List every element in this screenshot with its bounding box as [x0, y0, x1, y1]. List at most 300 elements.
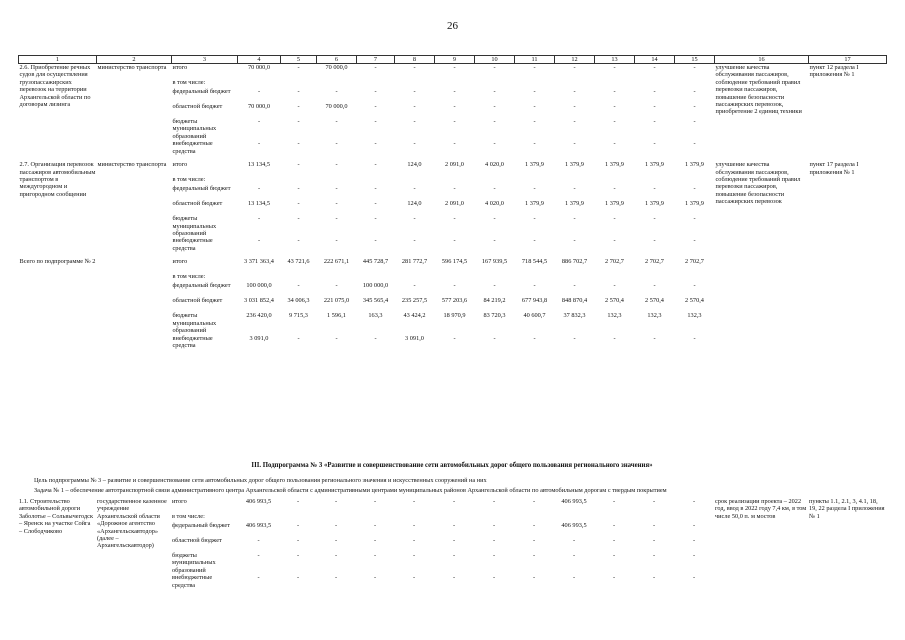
funding-value: -: [653, 103, 656, 110]
funding-value: 2 570,4: [645, 297, 664, 305]
funding-value: -: [257, 552, 260, 559]
column-number: 17: [809, 56, 887, 64]
funding-value: -: [693, 185, 696, 193]
funding-value: -: [613, 237, 616, 245]
funding-value: 1 379,9: [565, 161, 584, 169]
funding-value: -: [373, 498, 377, 505]
column-number: 16: [715, 56, 809, 64]
column-number: 3: [172, 56, 238, 64]
funding-value: -: [572, 552, 576, 559]
funding-value: -: [257, 185, 261, 193]
funding-value: 221 075,0: [323, 297, 350, 305]
funding-value: 718 544,5: [521, 258, 548, 266]
column-number: 12: [555, 56, 595, 64]
funding-value: -: [374, 334, 377, 342]
funding-source: в том числе:: [172, 79, 206, 86]
column-number: 6: [317, 56, 357, 64]
funding-value: [595, 79, 635, 88]
funding-value: -: [653, 185, 656, 193]
table-row: [19, 258, 887, 273]
funding-value: -: [296, 498, 300, 505]
funding-value: -: [533, 88, 536, 95]
funding-value: -: [297, 118, 300, 125]
funding-value: -: [296, 537, 300, 544]
funding-value: 3 371 363,4: [244, 258, 274, 266]
funding-value: -: [572, 537, 576, 544]
funding-source: итого: [172, 64, 188, 71]
funding-value: -: [652, 498, 656, 505]
funding-value: -: [413, 103, 416, 110]
funding-source: федеральный бюджет: [172, 282, 231, 290]
funding-value: -: [493, 334, 496, 342]
funding-value: 406 993,5: [561, 522, 587, 529]
funding-value: -: [533, 64, 536, 71]
funding-value: -: [335, 185, 338, 193]
funding-value: -: [533, 103, 536, 110]
funding-value: 2 091,0: [445, 161, 464, 169]
funding-value: 3 091,0: [249, 334, 269, 342]
funding-value: -: [412, 498, 416, 505]
funding-value: -: [493, 282, 496, 290]
funding-value: -: [533, 185, 536, 193]
funding-value: 70 000,0: [325, 103, 348, 110]
funding-value: -: [413, 88, 416, 95]
funding-value: -: [452, 537, 456, 544]
funding-value: 222 671,1: [323, 258, 350, 266]
funding-value: -: [693, 237, 696, 245]
column-number: 10: [475, 56, 515, 64]
funding-value: -: [652, 574, 656, 582]
funding-value: -: [613, 185, 616, 193]
funding-value: 445 728,7: [362, 258, 389, 266]
funding-value: 2 570,4: [605, 297, 624, 305]
funding-value: -: [652, 537, 656, 544]
funding-value: [357, 273, 395, 282]
funding-value: [475, 176, 515, 185]
column-number: 1: [19, 56, 97, 64]
funding-value: [280, 513, 316, 522]
funding-value: -: [334, 552, 338, 559]
funding-value: 4 020,0: [485, 200, 504, 208]
funding-value: -: [453, 64, 456, 71]
funding-value: -: [653, 237, 656, 245]
table-body: [19, 64, 887, 350]
funding-value: 43 424,2: [403, 312, 426, 320]
funding-source: внебюджетные средства: [172, 237, 213, 252]
column-number: 15: [675, 56, 715, 64]
table-row: [18, 498, 886, 513]
funding-value: -: [612, 522, 616, 529]
funding-value: -: [692, 522, 696, 529]
funding-value: -: [335, 118, 338, 125]
funding-value: -: [532, 537, 536, 544]
funding-value: -: [493, 237, 496, 245]
funding-value: [237, 513, 280, 522]
funding-value: -: [573, 185, 576, 193]
funding-value: -: [335, 200, 338, 208]
funding-value: [281, 176, 317, 185]
funding-value: 406 993,5: [245, 522, 272, 529]
funding-value: -: [492, 574, 496, 582]
funding-value: [675, 273, 715, 282]
funding-source: в том числе:: [172, 513, 205, 520]
funding-value: -: [573, 334, 576, 342]
funding-value: 1 379,9: [685, 161, 704, 169]
funding-value: -: [335, 282, 338, 290]
funding-value: -: [297, 282, 300, 290]
funding-value: -: [334, 537, 338, 544]
funding-source: итого: [172, 258, 188, 266]
activity-reference: [809, 258, 887, 349]
funding-value: -: [533, 215, 536, 223]
activity-executor: государственное казенное учреждение Архангельской области «Дорожное агентство «Архангельскавтодор» (далее – Архангельскавтодор): [97, 498, 167, 550]
funding-value: [357, 79, 395, 88]
funding-value: -: [613, 64, 616, 71]
funding-value: [634, 513, 674, 522]
funding-value: -: [693, 88, 696, 95]
funding-value: -: [413, 140, 416, 148]
funding-value: -: [374, 140, 377, 148]
funding-value: 1 379,9: [645, 161, 664, 169]
funding-value: 2 702,7: [645, 258, 664, 266]
funding-value: 124,0: [407, 200, 422, 208]
funding-value: -: [573, 118, 576, 125]
funding-value: -: [692, 537, 696, 544]
funding-value: 3 031 852,4: [244, 297, 274, 305]
funding-value: -: [334, 522, 338, 529]
funding-value: [555, 79, 595, 88]
activity-result: улучшение качества обслуживания пассажиров, соблюдение требований правил перевозки пассажиров, повышение безопасности пассажирских перевозок: [715, 161, 801, 206]
funding-value: [635, 273, 675, 282]
funding-value: -: [296, 574, 300, 582]
funding-value: -: [493, 88, 496, 95]
funding-value: -: [493, 140, 496, 148]
funding-value: -: [452, 498, 456, 505]
funding-value: -: [453, 334, 456, 342]
funding-source: бюджеты муниципальных образований: [172, 312, 217, 335]
funding-value: -: [693, 140, 696, 148]
funding-value: 2 702,7: [605, 258, 624, 266]
activity-reference: пункт 12 раздела I приложения № 1: [809, 64, 859, 79]
funding-value: -: [335, 215, 338, 223]
funding-source: итого: [172, 161, 188, 169]
funding-value: [675, 176, 715, 185]
funding-value: -: [533, 282, 536, 290]
funding-value: -: [492, 552, 496, 559]
funding-value: -: [412, 574, 416, 582]
funding-value: -: [612, 498, 616, 505]
funding-value: [238, 273, 281, 282]
funding-source: бюджеты муниципальных образований: [172, 215, 217, 238]
funding-value: -: [653, 282, 656, 290]
funding-value: -: [452, 574, 456, 582]
table-body: [18, 498, 886, 589]
funding-value: -: [453, 103, 456, 110]
funding-value: -: [373, 522, 377, 529]
funding-value: -: [693, 64, 696, 71]
funding-value: -: [335, 88, 338, 95]
funding-value: -: [374, 200, 377, 208]
funding-value: -: [693, 215, 696, 223]
funding-value: -: [453, 282, 456, 290]
activity-result: [715, 258, 809, 349]
funding-value: [515, 273, 555, 282]
column-number: 2: [97, 56, 172, 64]
funding-value: -: [257, 140, 261, 148]
funding-value: 1 596,1: [327, 312, 346, 320]
funding-value: -: [334, 574, 338, 582]
column-number: 5: [281, 56, 317, 64]
funding-value: 406 993,5: [561, 498, 587, 505]
funding-value: -: [653, 88, 656, 95]
funding-value: -: [297, 185, 300, 193]
column-number: 8: [395, 56, 435, 64]
funding-value: 596 174,5: [441, 258, 468, 266]
funding-value: -: [334, 498, 338, 505]
funding-value: -: [297, 237, 300, 245]
funding-value: 1 379,9: [645, 200, 664, 208]
funding-value: [316, 513, 356, 522]
funding-value: -: [413, 185, 416, 193]
funding-value: 345 565,4: [362, 297, 389, 305]
funding-value: -: [492, 498, 496, 505]
funding-value: [515, 79, 555, 88]
funding-value: 1 379,9: [525, 161, 544, 169]
page-number: 26: [447, 20, 458, 32]
funding-value: -: [452, 552, 456, 559]
funding-value: 1 379,9: [565, 200, 584, 208]
section-title: III. Подпрограмма № 3 «Развитие и совершенствование сети автомобильных дорог общего пользования регионального значения»: [251, 462, 653, 469]
funding-value: 677 943,8: [521, 297, 548, 305]
funding-value: -: [335, 161, 338, 169]
funding-value: -: [613, 282, 616, 290]
funding-source: в том числе:: [172, 176, 206, 184]
funding-value: [555, 176, 595, 185]
funding-value: -: [453, 237, 456, 245]
funding-value: -: [412, 537, 416, 544]
funding-value: -: [412, 552, 416, 559]
column-number: 13: [595, 56, 635, 64]
funding-value: -: [335, 334, 338, 342]
funding-value: -: [493, 215, 496, 223]
funding-source: областной бюджет: [172, 537, 222, 544]
funding-value: -: [413, 118, 416, 125]
funding-value: [475, 79, 515, 88]
funding-value: [356, 513, 394, 522]
funding-value: [281, 79, 317, 88]
table-row: [19, 64, 887, 80]
funding-value: 577 203,6: [441, 297, 468, 305]
funding-value: -: [374, 64, 377, 71]
funding-value: -: [533, 237, 536, 245]
activity-executor: министерство транспорта: [97, 64, 167, 71]
funding-value: -: [573, 103, 576, 110]
funding-value: -: [693, 282, 696, 290]
funding-value: 167 939,5: [481, 258, 508, 266]
funding-source: итого: [172, 498, 187, 505]
funding-value: 9 715,3: [289, 312, 308, 320]
funding-value: [674, 513, 714, 522]
funding-value: [435, 79, 475, 88]
funding-value: -: [296, 522, 300, 529]
funding-value: [474, 513, 514, 522]
funding-value: -: [533, 334, 536, 342]
funding-value: 2 570,4: [685, 297, 704, 305]
funding-value: [395, 176, 435, 185]
funding-value: 43 721,6: [287, 258, 310, 266]
funding-value: 37 832,3: [563, 312, 586, 320]
funding-value: -: [492, 522, 496, 529]
funding-value: [317, 79, 357, 88]
funding-source: федеральный бюджет: [172, 185, 231, 193]
subprogram-task: Задача № 1 – обеспечение автотранспортной связи административного центра Архангельской области с административными центрами муниципальных районов Архангельской области по автомобильным дорогам с твердым покрытием: [34, 487, 667, 494]
funding-value: -: [613, 118, 616, 125]
funding-value: -: [453, 185, 456, 193]
funding-value: 70 000,0: [247, 103, 271, 110]
funding-value: [395, 79, 435, 88]
funding-value: -: [257, 215, 261, 223]
funding-value: -: [296, 552, 300, 559]
funding-value: -: [573, 140, 576, 148]
funding-value: [595, 176, 635, 185]
funding-value: -: [693, 334, 696, 342]
funding-value: [435, 176, 475, 185]
activity-result: срок реализации проекта – 2022 год, ввод в 2022 году 7,4 км, в том числе 50,0 п. м мостов: [715, 498, 807, 520]
funding-value: 13 134,5: [247, 200, 271, 208]
funding-value: 2 702,7: [685, 258, 704, 266]
funding-value: [555, 273, 595, 282]
funding-value: -: [374, 88, 377, 95]
activity-result: улучшение качества обслуживания пассажиров, соблюдение требований правил перевозки пассажиров, повышение безопасности пассажирских перевозок, приобретение 2 единиц техники: [715, 64, 802, 116]
funding-value: -: [693, 118, 696, 125]
funding-value: -: [373, 574, 377, 582]
funding-value: -: [532, 498, 536, 505]
funding-value: -: [297, 88, 300, 95]
funding-value: 13 134,5: [247, 161, 271, 169]
funding-value: -: [374, 237, 377, 245]
funding-value: -: [453, 215, 456, 223]
funding-value: 235 257,5: [401, 297, 428, 305]
funding-value: 124,0: [407, 161, 422, 169]
funding-value: -: [297, 161, 300, 169]
funding-value: 1 379,9: [685, 200, 704, 208]
funding-source: федеральный бюджет: [172, 522, 230, 529]
funding-value: -: [335, 237, 338, 245]
funding-value: -: [653, 118, 656, 125]
funding-value: 163,3: [368, 312, 383, 320]
funding-value: 70 000,0: [325, 64, 348, 71]
funding-value: [514, 513, 554, 522]
column-number: 4: [238, 56, 281, 64]
funding-value: 100 000,0: [362, 282, 389, 290]
funding-value: -: [573, 64, 576, 71]
funding-value: -: [693, 103, 696, 110]
funding-value: -: [297, 103, 300, 110]
funding-value: [594, 513, 634, 522]
funding-value: 1 379,9: [605, 161, 624, 169]
funding-value: -: [533, 118, 536, 125]
funding-source: бюджеты муниципальных образований: [172, 552, 216, 574]
funding-source: внебюджетные средства: [172, 334, 213, 350]
activity-title: 1.1. Строительство автомобильной дороги Заболотье – Сольвычегодск – Яренск на участке Сойга – Слободчиково: [19, 498, 94, 535]
funding-value: [395, 273, 435, 282]
funding-value: -: [257, 88, 261, 95]
funding-value: -: [493, 64, 496, 71]
funding-value: -: [532, 552, 536, 559]
funding-value: -: [612, 537, 616, 544]
funding-value: 1 379,9: [525, 200, 544, 208]
funding-value: -: [653, 215, 656, 223]
funding-value: -: [374, 161, 377, 169]
funding-value: -: [573, 237, 576, 245]
funding-value: -: [335, 140, 338, 148]
funding-value: 886 702,7: [561, 258, 588, 266]
funding-value: -: [257, 118, 261, 125]
funding-value: -: [692, 498, 696, 505]
funding-value: -: [533, 140, 536, 148]
funding-value: [317, 176, 357, 185]
funding-value: 1 379,9: [605, 200, 624, 208]
funding-value: -: [532, 522, 536, 529]
funding-value: -: [297, 215, 300, 223]
funding-source: областной бюджет: [172, 200, 223, 208]
table-row: [19, 161, 887, 176]
funding-value: -: [413, 282, 416, 290]
funding-source: федеральный бюджет: [172, 88, 231, 95]
funding-value: [357, 176, 395, 185]
funding-value: -: [412, 522, 416, 529]
funding-source: областной бюджет: [172, 297, 223, 305]
funding-value: -: [492, 537, 496, 544]
funding-value: [238, 176, 281, 185]
funding-value: -: [613, 215, 616, 223]
column-number: 11: [515, 56, 555, 64]
funding-value: -: [374, 215, 377, 223]
funding-value: 3 091,0: [405, 334, 424, 342]
funding-value: -: [613, 88, 616, 95]
funding-value: -: [257, 574, 260, 582]
funding-value: 132,3: [647, 312, 662, 320]
funding-value: 34 006,3: [287, 297, 310, 305]
funding-value: [675, 79, 715, 88]
funding-value: -: [373, 537, 377, 544]
subprogram3-table: [18, 498, 886, 589]
funding-value: [554, 513, 594, 522]
funding-value: [394, 513, 434, 522]
funding-value: -: [297, 334, 300, 342]
funding-value: 132,3: [687, 312, 702, 320]
funding-source: в том числе:: [172, 273, 206, 281]
funding-value: -: [652, 522, 656, 529]
funding-value: -: [413, 215, 416, 223]
funding-value: -: [297, 140, 300, 148]
funding-value: [635, 79, 675, 88]
activity-title: Всего по подпрограмме № 2: [19, 258, 96, 266]
funding-value: -: [613, 103, 616, 110]
funding-value: [515, 176, 555, 185]
funding-value: -: [257, 237, 261, 245]
funding-value: 100 000,0: [246, 282, 272, 290]
funding-value: 83 720,3: [483, 312, 506, 320]
funding-value: [475, 273, 515, 282]
funding-value: 281 772,7: [401, 258, 428, 266]
funding-value: [434, 513, 474, 522]
funding-value: -: [692, 574, 696, 582]
funding-value: -: [613, 140, 616, 148]
funding-value: -: [613, 334, 616, 342]
funding-source: внебюджетные средства: [172, 574, 213, 589]
funding-value: -: [572, 574, 576, 582]
